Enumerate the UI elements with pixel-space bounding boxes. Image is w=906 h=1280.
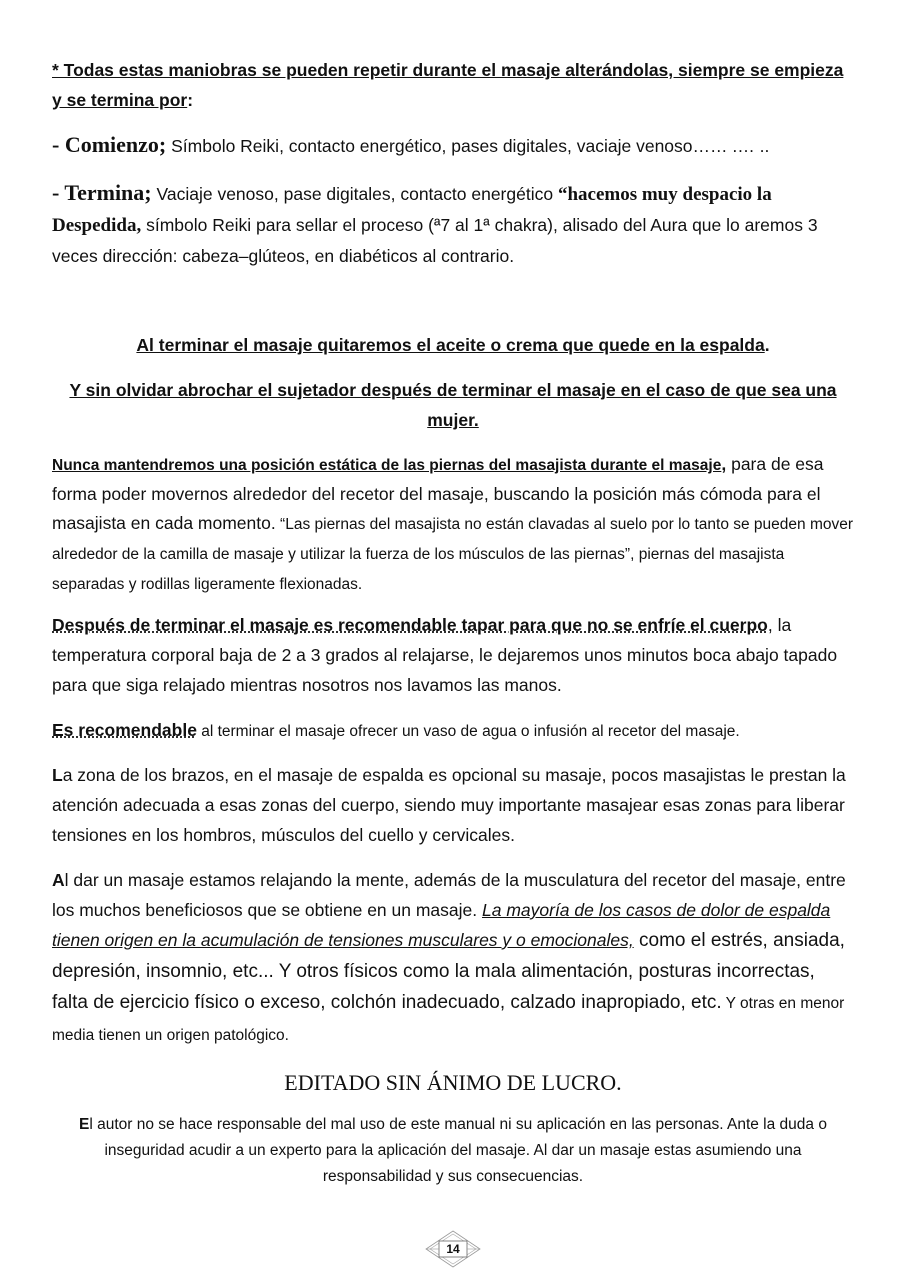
paragraph-maniobras: * Todas estas maniobras se pueden repetir durante el masaje alterándolas, siempre se empieza y se termina por:: [52, 60, 844, 110]
paragraph-sujetador: Y sin olvidar abrochar el sujetador después de terminar el masaje en el caso de que sea una mujer.: [69, 380, 837, 430]
paragraph-comienzo: - Comienzo; Símbolo Reiki, contacto energético, pases digitales, vaciaje venoso…… .… ..: [52, 132, 770, 157]
disclaimer: El autor no se hace responsable del mal uso de este manual ni su aplicación en las personas. Ante la duda o inseguridad acudir a un experto para la aplicación del masaje. Al dar un masaje estas asumiendo una responsabilidad y sus consecuencias.: [79, 1116, 827, 1185]
termina-label: - Termina;: [52, 180, 152, 205]
paragraph-dolor: Al dar un masaje estamos relajando la mente, además de la musculatura del recetor del masaje, entre los muchos beneficiosos que se obtiene en un masaje. La mayoría de los casos de dolor de espalda tienen origen en la acumulación de tensiones musculares y o emocionales, como el estrés, ansiada, depresión, insomnio, etc... Y otros físicos como la mala alimentación, posturas incorrectas, falta de ejercicio físico o exceso, colchón inadecuado, calzado inapropiado, etc. Y otras en menor media tienen un origen patológico.: [52, 870, 846, 1044]
editado-heading: EDITADO SIN ÁNIMO DE LUCRO.: [284, 1070, 622, 1095]
page-number-badge: [425, 1230, 481, 1268]
paragraph-recomendable: Es recomendable al terminar el masaje ofrecer un vaso de agua o infusión al recetor del masaje.: [52, 720, 740, 740]
comienzo-label: - Comienzo;: [52, 132, 167, 157]
paragraph-aceite: Al terminar el masaje quitaremos el aceite o crema que quede en la espalda.: [136, 335, 770, 355]
page-number: 14: [446, 1242, 460, 1256]
paragraph-despues: Después de terminar el masaje es recomendable tapar para que no se enfríe el cuerpo, la temperatura corporal baja de 2 a 3 grados al relajarse, le dejaremos unos minutos boca abajo tapado para que siga relajado mientras nosotros nos lavamos las manos.: [52, 615, 838, 695]
paragraph-brazos: La zona de los brazos, en el masaje de espalda es opcional su masaje, pocos masajistas le prestan la atención adecuada a esas zonas del cuerpo, siendo muy importante masajear esas zonas para liberar tensiones en los hombros, músculos del cuello y cervicales.: [52, 765, 846, 845]
maniobras-note: * Todas estas maniobras se pueden repetir durante el masaje alterándolas, siempre se empieza y se termina por: [52, 60, 844, 110]
paragraph-nunca: Nunca mantendremos una posición estática de las piernas del masajista durante el masaje, para de esa forma poder movernos alrededor del recetor del masaje, buscando la posición más cómoda para el masajista en cada momento. “Las piernas del masajista no están clavadas al suelo por lo tanto se pueden mover alrededor de la camilla de masaje y utilizar la fuerza de los músculos de las piernas”, piernas del masajista separadas y rodillas ligeramente flexionadas.: [52, 454, 854, 593]
paragraph-termina: - Termina; Vaciaje venoso, pase digitales, contacto energético “hacemos muy despacio la Despedida, símbolo Reiki para sellar el proceso (ª7 al 1ª chakra), alisado del Aura que lo aremos 3 veces dirección: cabeza–glúteos, en diabéticos al contrario.: [52, 180, 818, 266]
